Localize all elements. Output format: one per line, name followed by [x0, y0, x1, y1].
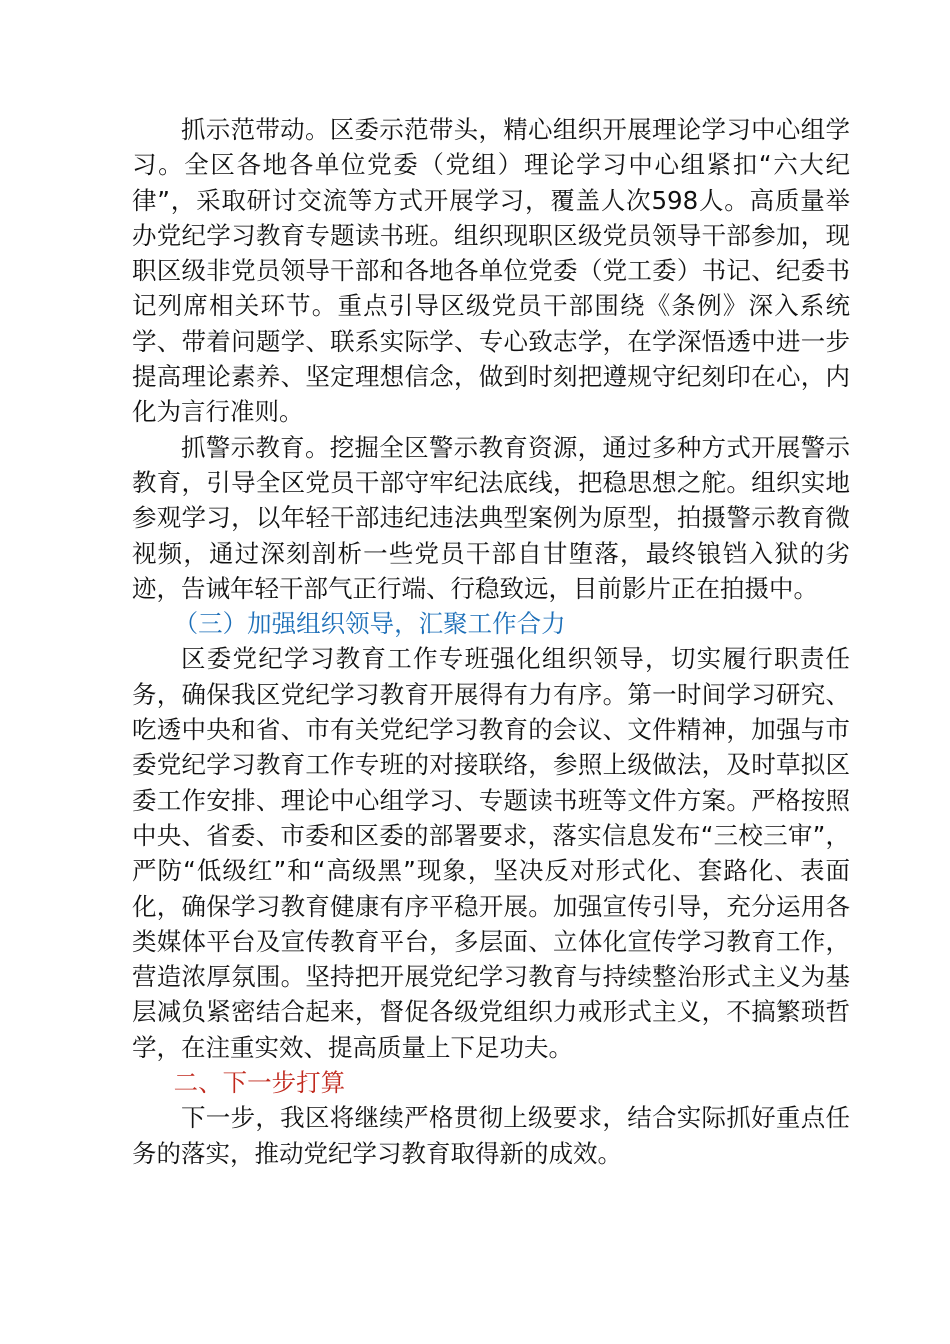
- paragraph-next-steps: 下一步，我区将继续严格贯彻上级要求，结合实际抓好重点任务的落实，推动党纪学习教育取得新的成效。: [132, 1103, 850, 1168]
- section-heading-organization: （三）加强组织领导，汇聚工作合力: [173, 609, 566, 639]
- paragraph-warning-education: 抓警示教育。挖掘全区警示教育资源，通过多种方式开展警示教育，引导全区党员干部守牢纪法底线，把稳思想之舵。组织实地参观学习，以年轻干部违纪违法典型案例为原型，拍摄警示教育微视频，通过深刻剖析一些党员干部自甘堕落，最终锒铛入狱的劣迹，告诫年轻干部气正行端、行稳致远，目前影片正在拍摄中。: [132, 432, 850, 603]
- section-heading-next-steps: 二、下一步打算: [173, 1068, 346, 1098]
- paragraph-organization: 区委党纪学习教育工作专班强化组织领导，切实履行职责任务，确保我区党纪学习教育开展得有力有序。第一时间学习研究、吃透中央和省、市有关党纪学习教育的会议、文件精神，加强与市委党纪学习教育工作专班的对接联络，参照上级做法，及时草拟区委工作安排、理论中心组学习、专题读书班等文件方案。严格按照中央、省委、市委和区委的部署要求，落实信息发布“三校三审”，严防“低级红”和“高级黑”现象，坚决反对形式化、套路化、表面化，确保学习教育健康有序平稳开展。加强宣传引导，充分运用各类媒体平台及宣传教育平台，多层面、立体化宣传学习教育工作，营造浓厚氛围。坚持把开展党纪学习教育与持续整治形式主义为基层减负紧密结合起来，督促各级党组织力戒形式主义，不搞繁琐哲学，在注重实效、提高质量上下足功夫。: [132, 644, 850, 1062]
- paragraph-demonstration: 抓示范带动。区委示范带头，精心组织开展理论学习中心组学习。全区各地各单位党委（党组）理论学习中心组紧扣“六大纪律”，采取研讨交流等方式开展学习，覆盖人次598人。高质量举办党纪学习教育专题读书班。组织现职区级党员领导干部参加，现职区级非党员领导干部和各地各单位党委（党工委）书记、纪委书记列席相关环节。重点引导区级党员干部围绕《条例》深入系统学、带着问题学、联系实际学、专心致志学，在学深悟透中进一步提高理论素养、坚定理想信念，做到时刻把遵规守纪刻印在心，内化为言行准则。: [132, 115, 850, 427]
- document-body: [132, 112, 850, 1171]
